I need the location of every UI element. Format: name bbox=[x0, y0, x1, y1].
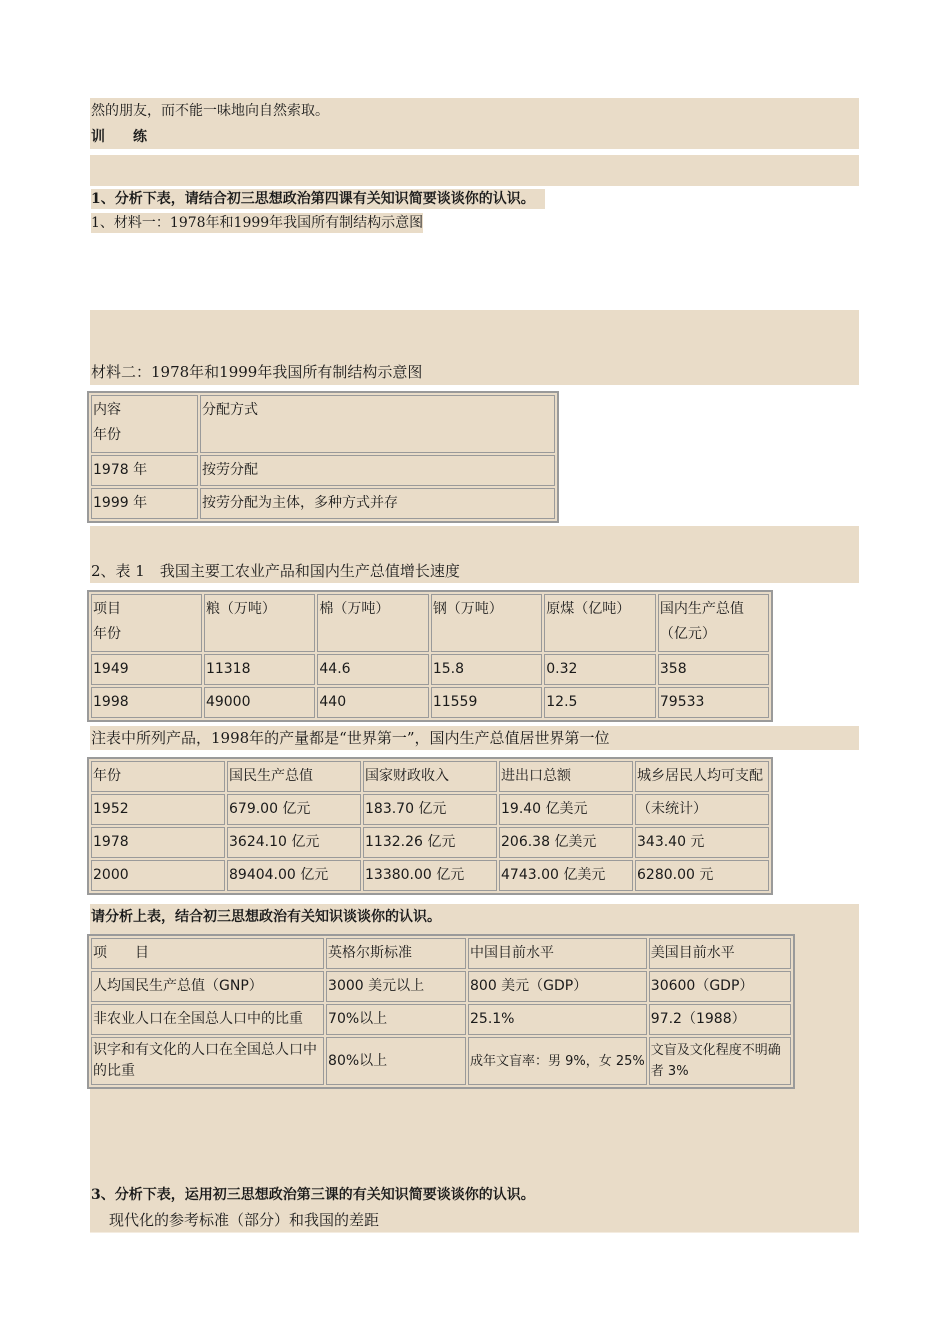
table-cell: 成年文盲率：男 9%，女 25% bbox=[468, 1037, 647, 1085]
header-item: 项 目 bbox=[91, 938, 324, 969]
header-grain: 粮（万吨） bbox=[204, 594, 315, 652]
table-row bbox=[91, 395, 555, 453]
header-inkeles-standard: 英格尔斯标准 bbox=[326, 938, 466, 969]
table-cell: 2000 bbox=[91, 860, 225, 891]
table-cell: 1978 年 bbox=[91, 455, 198, 486]
table-cell: 按劳分配 bbox=[200, 455, 555, 486]
table-cell: 11318 bbox=[204, 654, 315, 685]
training-heading: 训 练 bbox=[91, 129, 147, 145]
table-cell: 30600（GDP） bbox=[649, 971, 791, 1002]
table-cell: 非农业人口在全国总人口中的比重 bbox=[91, 1004, 324, 1035]
table-row bbox=[91, 455, 555, 486]
table-cell: 800 美元（GDP） bbox=[468, 971, 647, 1002]
band-blank-1 bbox=[90, 155, 859, 186]
table-cell: 1978 bbox=[91, 827, 225, 858]
question-2-title: 2、表 1 我国主要工农业产品和国内生产总值增长速度 bbox=[91, 562, 460, 580]
table-row bbox=[91, 971, 791, 1002]
header-fiscal-revenue: 国家财政收入 bbox=[363, 761, 497, 792]
table-cell: 6280.00 元 bbox=[635, 860, 769, 891]
table-cell: 49000 bbox=[204, 687, 315, 718]
table-row bbox=[91, 1037, 791, 1085]
table-cell: 1949 bbox=[91, 654, 202, 685]
header-year: 年份 bbox=[91, 761, 225, 792]
table-cell: 79533 bbox=[658, 687, 769, 718]
table-row bbox=[91, 687, 769, 718]
question-1-material-2: 材料二：1978年和1999年我国所有制结构示意图 bbox=[91, 363, 423, 381]
table-cell: 97.2（1988） bbox=[649, 1004, 791, 1035]
table-cell: 679.00 亿元 bbox=[227, 794, 361, 825]
question-1-title: 1、分析下表，请结合初三思想政治第四课有关知识简要谈谈你的认识。 bbox=[91, 189, 545, 209]
table-row bbox=[91, 488, 555, 519]
table-cell: 4743.00 亿美元 bbox=[499, 860, 633, 891]
header-trade-total: 进出口总额 bbox=[499, 761, 633, 792]
table-cell: 3624.10 亿元 bbox=[227, 827, 361, 858]
distribution-table bbox=[87, 391, 559, 523]
table-cell: 1999 年 bbox=[91, 488, 198, 519]
table-row bbox=[91, 761, 769, 792]
economic-indicators-table bbox=[87, 757, 773, 895]
table-cell: 按劳分配为主体，多种方式并存 bbox=[200, 488, 555, 519]
question-3-title: 3、分析下表，运用初三思想政治第三课的有关知识简要谈谈你的认识。 bbox=[91, 1187, 535, 1203]
table-row bbox=[91, 1004, 791, 1035]
table-cell: 0.32 bbox=[544, 654, 656, 685]
table-cell: 12.5 bbox=[544, 687, 656, 718]
table-cell: 206.38 亿美元 bbox=[499, 827, 633, 858]
table-cell: 11559 bbox=[431, 687, 542, 718]
header-item-year: 项目 年份 bbox=[91, 594, 202, 652]
production-growth-table bbox=[87, 590, 773, 722]
table-cell: 3000 美元以上 bbox=[326, 971, 466, 1002]
header-distribution-method: 分配方式 bbox=[200, 395, 555, 453]
table-cell: 25.1% bbox=[468, 1004, 647, 1035]
table-row bbox=[91, 827, 769, 858]
table-cell: 183.70 亿元 bbox=[363, 794, 497, 825]
table-row bbox=[91, 794, 769, 825]
header-usa-level: 美国目前水平 bbox=[649, 938, 791, 969]
table-cell: 文盲及文化程度不明确者 3% bbox=[649, 1037, 791, 1085]
question-1-material-1: 1、材料一：1978年和1999年我国所有制结构示意图 bbox=[91, 215, 424, 231]
header-gdp: 国内生产总值（亿元） bbox=[658, 594, 769, 652]
header-china-level: 中国目前水平 bbox=[468, 938, 647, 969]
table-cell: 1952 bbox=[91, 794, 225, 825]
table-cell: 人均国民生产总值（GNP） bbox=[91, 971, 324, 1002]
table-row bbox=[91, 938, 791, 969]
table-cell: 1998 bbox=[91, 687, 202, 718]
table-cell: 343.40 元 bbox=[635, 827, 769, 858]
table-3-prompt: 请分析上表，结合初三思想政治有关知识谈谈你的认识。 bbox=[91, 909, 441, 925]
table-row bbox=[91, 860, 769, 891]
table-cell: 1132.26 亿元 bbox=[363, 827, 497, 858]
header-content-year: 内容 年份 bbox=[91, 395, 198, 453]
table-cell: 89404.00 亿元 bbox=[227, 860, 361, 891]
table-row bbox=[91, 594, 769, 652]
header-cotton: 棉（万吨） bbox=[317, 594, 428, 652]
table-2-note: 注表中所列产品，1998年的产量都是“世界第一”，国内生产总值居世界第一位 bbox=[91, 729, 610, 747]
table-cell: 44.6 bbox=[317, 654, 428, 685]
table-cell: 80%以上 bbox=[326, 1037, 466, 1085]
question-3-subtitle: 现代化的参考标准（部分）和我国的差距 bbox=[109, 1211, 380, 1229]
table-cell: 识字和有文化的人口在全国总人口中的比重 bbox=[91, 1037, 324, 1085]
intro-line: 然的朋友，而不能一味地向自然索取。 bbox=[91, 103, 329, 119]
table-cell: 440 bbox=[317, 687, 428, 718]
header-gnp: 国民生产总值 bbox=[227, 761, 361, 792]
modernization-standards-table bbox=[87, 934, 795, 1089]
table-cell: 70%以上 bbox=[326, 1004, 466, 1035]
table-row bbox=[91, 654, 769, 685]
table-cell: 13380.00 亿元 bbox=[363, 860, 497, 891]
table-cell: （未统计） bbox=[635, 794, 769, 825]
table-cell: 15.8 bbox=[431, 654, 542, 685]
header-coal: 原煤（亿吨） bbox=[544, 594, 656, 652]
header-steel: 钢（万吨） bbox=[431, 594, 542, 652]
header-disposable-income: 城乡居民人均可支配 bbox=[635, 761, 769, 792]
table-cell: 19.40 亿美元 bbox=[499, 794, 633, 825]
table-cell: 358 bbox=[658, 654, 769, 685]
